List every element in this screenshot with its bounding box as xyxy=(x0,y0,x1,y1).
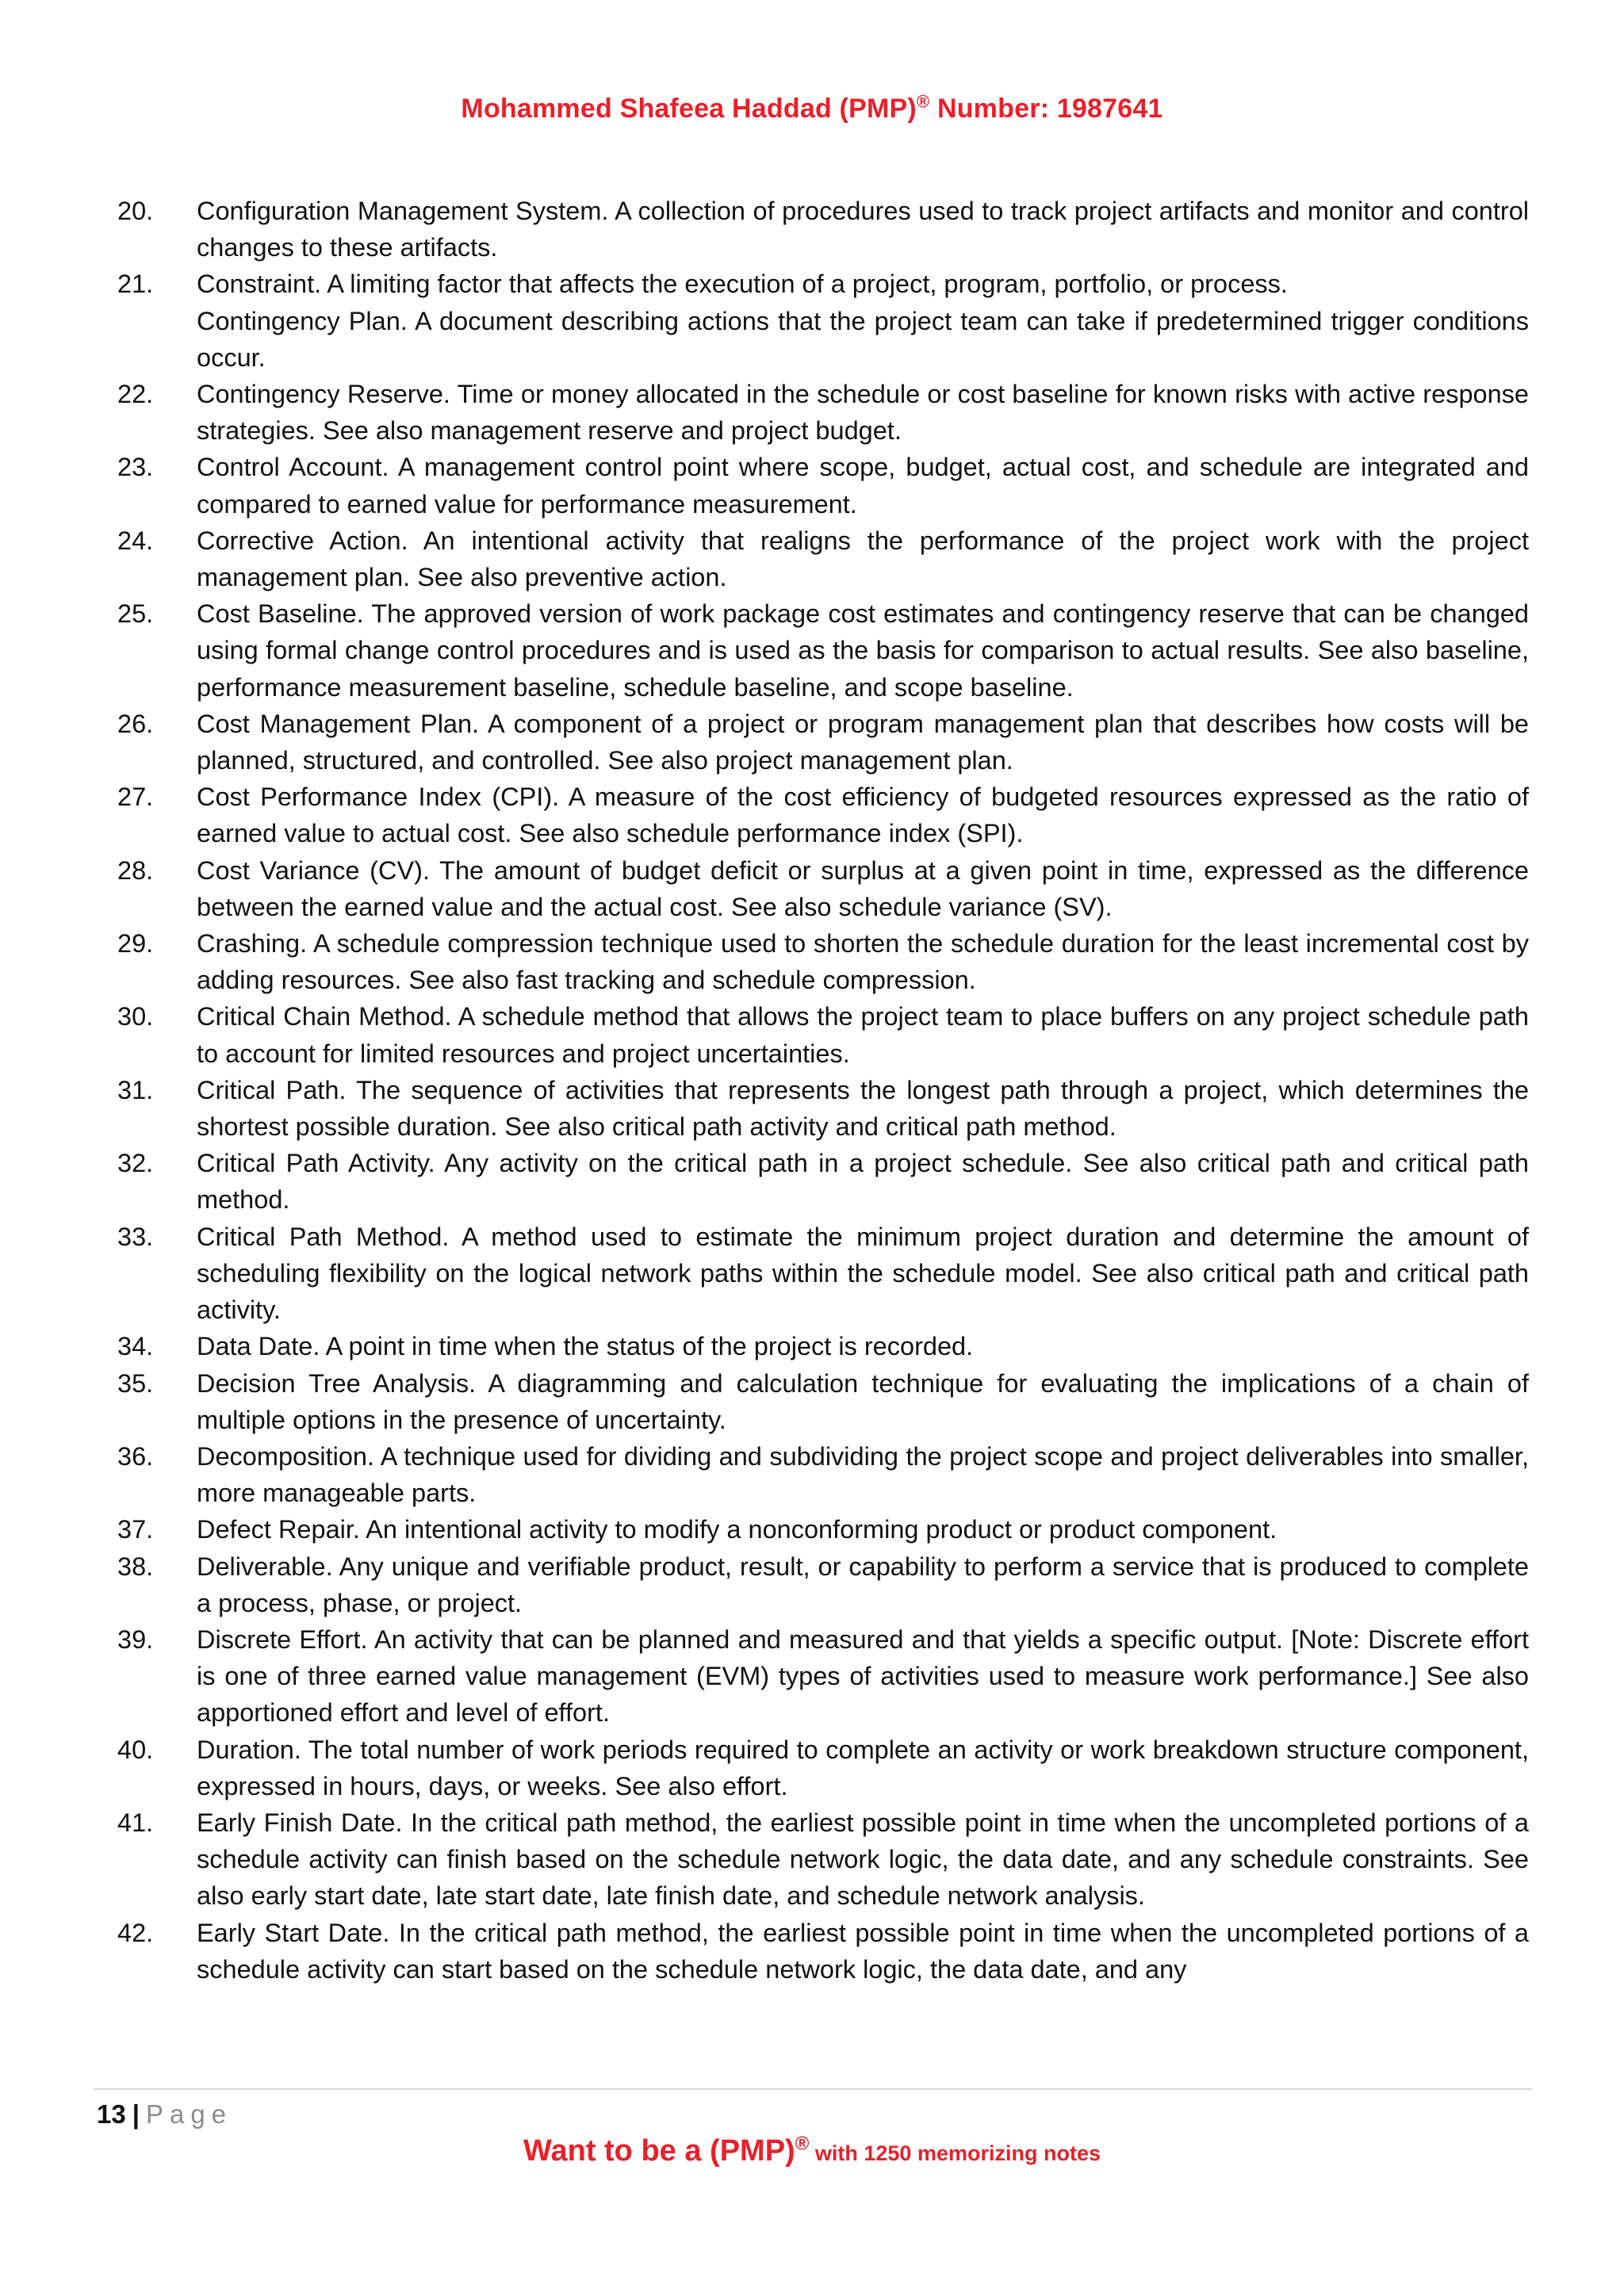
entry-text: Cost Variance (CV). The amount of budget deficit or surplus at a given point in time, expressed as the difference between the earned value and the actual cost. See also schedule variance (SV). xyxy=(197,855,1529,921)
list-item xyxy=(117,1548,1529,1621)
list-item xyxy=(117,1145,1529,1218)
footer-promo xyxy=(0,2131,1624,2173)
entry-text: Constraint. A limiting factor that affects the execution of a project, program, portfolio, or process. Contingency Plan. A document describing actions that the project team can take if predetermined trigger conditions occur. xyxy=(197,270,1529,372)
list-item xyxy=(117,449,1529,522)
header-certificate-number: Number: 1987641 xyxy=(929,94,1163,124)
entry-number: 29. xyxy=(117,929,154,959)
list-item xyxy=(117,998,1529,1071)
list-item xyxy=(117,1328,1529,1364)
entry-text: Critical Path Method. A method used to estimate the minimum project duration and determine the amount of scheduling flexibility on the logical network paths within the schedule model. See also critical path and critical path activity. xyxy=(197,1222,1529,1325)
entry-text: Contingency Reserve. Time or money allocated in the schedule or cost baseline for known risks with active response strategies. See also management reserve and project budget. xyxy=(197,380,1529,446)
entry-text: Defect Repair. An intentional activity to modify a nonconforming product or product component. xyxy=(197,1515,1277,1544)
entry-number: 25. xyxy=(117,599,154,629)
entry-number: 40. xyxy=(117,1735,154,1764)
entry-number: 24. xyxy=(117,526,154,555)
list-item xyxy=(117,1804,1529,1915)
entry-number: 20. xyxy=(117,197,154,225)
footer-divider xyxy=(94,2088,1532,2090)
glossary-list xyxy=(117,193,1529,1988)
entry-number: 42. xyxy=(117,1918,154,1947)
entry-text: Configuration Management System. A collection of procedures used to track project artifacts and monitor and control changes to these artifacts. xyxy=(197,197,1529,262)
list-item xyxy=(117,1621,1529,1732)
entry-number: 39. xyxy=(117,1624,154,1654)
entry-number: 23. xyxy=(117,453,154,482)
entry-number: 21. xyxy=(117,270,154,299)
promo-subtext: with 1250 memorizing notes xyxy=(809,2141,1101,2165)
list-item xyxy=(117,1915,1529,1988)
list-item xyxy=(117,1511,1529,1548)
page-number: 13 xyxy=(97,2099,126,2129)
list-item xyxy=(117,1072,1529,1145)
entry-text: Critical Chain Method. A schedule method that allows the project team to place buffers on any project schedule path to account for limited resources and project uncertainties. xyxy=(197,1002,1529,1068)
entry-text: Cost Performance Index (CPI). A measure of the cost efficiency of budgeted resources expressed as the ratio of earned value to actual cost. See also schedule performance index (SPI). xyxy=(197,783,1529,848)
entry-text: Corrective Action. An intentional activity that realigns the performance of the project work with the project management plan. See also preventive action. xyxy=(197,526,1529,592)
list-item xyxy=(117,1365,1529,1438)
entry-number: 22. xyxy=(117,380,154,409)
page-label: Page xyxy=(145,2099,233,2129)
entry-number: 30. xyxy=(117,1002,154,1031)
entry-text: Cost Baseline. The approved version of work package cost estimates and contingency reserve that can be changed using formal change control procedures and is used as the basis for comparison to actual results. See also baseline, performance measurement baseline, schedule baseline, and scope baseline. xyxy=(197,599,1529,702)
entry-number: 35. xyxy=(117,1368,154,1398)
entry-text: Decision Tree Analysis. A diagramming and calculation technique for evaluating the implications of a chain of multiple options in the presence of uncertainty. xyxy=(197,1368,1529,1434)
entry-number: 31. xyxy=(117,1075,154,1104)
list-item xyxy=(117,376,1529,449)
entry-number: 33. xyxy=(117,1222,154,1251)
entry-text: Early Finish Date. In the critical path method, the earliest possible point in time when the uncompleted portions of a schedule activity can finish based on the schedule network logic, the data date, and any schedule constraints. See also early start date, late start date, late finish date, and schedule network analysis. xyxy=(197,1808,1529,1911)
list-item xyxy=(117,193,1529,266)
page-separator: | xyxy=(132,2099,140,2129)
entry-text: Duration. The total number of work periods required to complete an activity or work breakdown structure component, expressed in hours, days, or weeks. See also effort. xyxy=(197,1735,1529,1800)
entry-text: Deliverable. Any unique and verifiable product, result, or capability to perform a service that is produced to complete a process, phase, or project. xyxy=(197,1552,1529,1617)
list-item xyxy=(117,1219,1529,1329)
entry-text: Critical Path. The sequence of activities that represents the longest path through a project, which determines the shortest possible duration. See also critical path activity and critical path method. xyxy=(197,1075,1529,1142)
entry-text: Decomposition. A technique used for dividing and subdividing the project scope and project deliverables into smaller, more manageable parts. xyxy=(197,1441,1529,1508)
list-item xyxy=(117,706,1529,779)
entry-text: Crashing. A schedule compression technique used to shorten the schedule duration for the least incremental cost by adding resources. See also fast tracking and schedule compression. xyxy=(197,929,1529,995)
entry-number: 37. xyxy=(117,1515,154,1544)
entry-number: 36. xyxy=(117,1441,154,1471)
entry-text: Data Date. A point in time when the status of the project is recorded. xyxy=(197,1332,974,1361)
page-header xyxy=(0,91,1624,124)
list-item xyxy=(117,779,1529,851)
entry-number: 32. xyxy=(117,1149,154,1178)
page-footer xyxy=(97,2096,232,2133)
list-item xyxy=(117,925,1529,998)
list-item xyxy=(117,852,1529,925)
entry-number: 26. xyxy=(117,709,154,738)
entry-number: 27. xyxy=(117,783,154,812)
promo-registered-mark: ® xyxy=(795,2133,810,2155)
entry-number: 28. xyxy=(117,855,154,885)
entry-text: Early Start Date. In the critical path method, the earliest possible point in time when the uncompleted portions of a schedule activity can start based on the schedule network logic, the data date, and any xyxy=(197,1918,1529,1984)
entry-number: 38. xyxy=(117,1552,154,1581)
list-item xyxy=(117,1438,1529,1511)
header-registered-mark: ® xyxy=(916,91,930,112)
list-item xyxy=(117,266,1529,376)
list-item xyxy=(117,522,1529,595)
entry-text: Cost Management Plan. A component of a project or program management plan that describes how costs will be planned, structured, and controlled. See also project management plan. xyxy=(197,709,1529,775)
entry-number: 41. xyxy=(117,1808,154,1837)
list-item xyxy=(117,595,1529,706)
entry-text: Control Account. A management control point where scope, budget, actual cost, and schedule are integrated and compared to earned value for performance measurement. xyxy=(197,453,1529,519)
entry-text: Discrete Effort. An activity that can be planned and measured and that yields a specific output. [Note: Discrete effort is one of three earned value management (EVM) types of activities used to measure work performance.] See also apportioned effort and level of effort. xyxy=(197,1624,1529,1728)
list-item xyxy=(117,1732,1529,1804)
header-author: Mohammed Shafeea Haddad (PMP) xyxy=(461,94,917,124)
entry-number: 34. xyxy=(117,1332,154,1361)
entry-text: Critical Path Activity. Any activity on the critical path in a project schedule. See also critical path and critical path method. xyxy=(197,1149,1529,1215)
promo-text: Want to be a (PMP) xyxy=(523,2134,795,2168)
